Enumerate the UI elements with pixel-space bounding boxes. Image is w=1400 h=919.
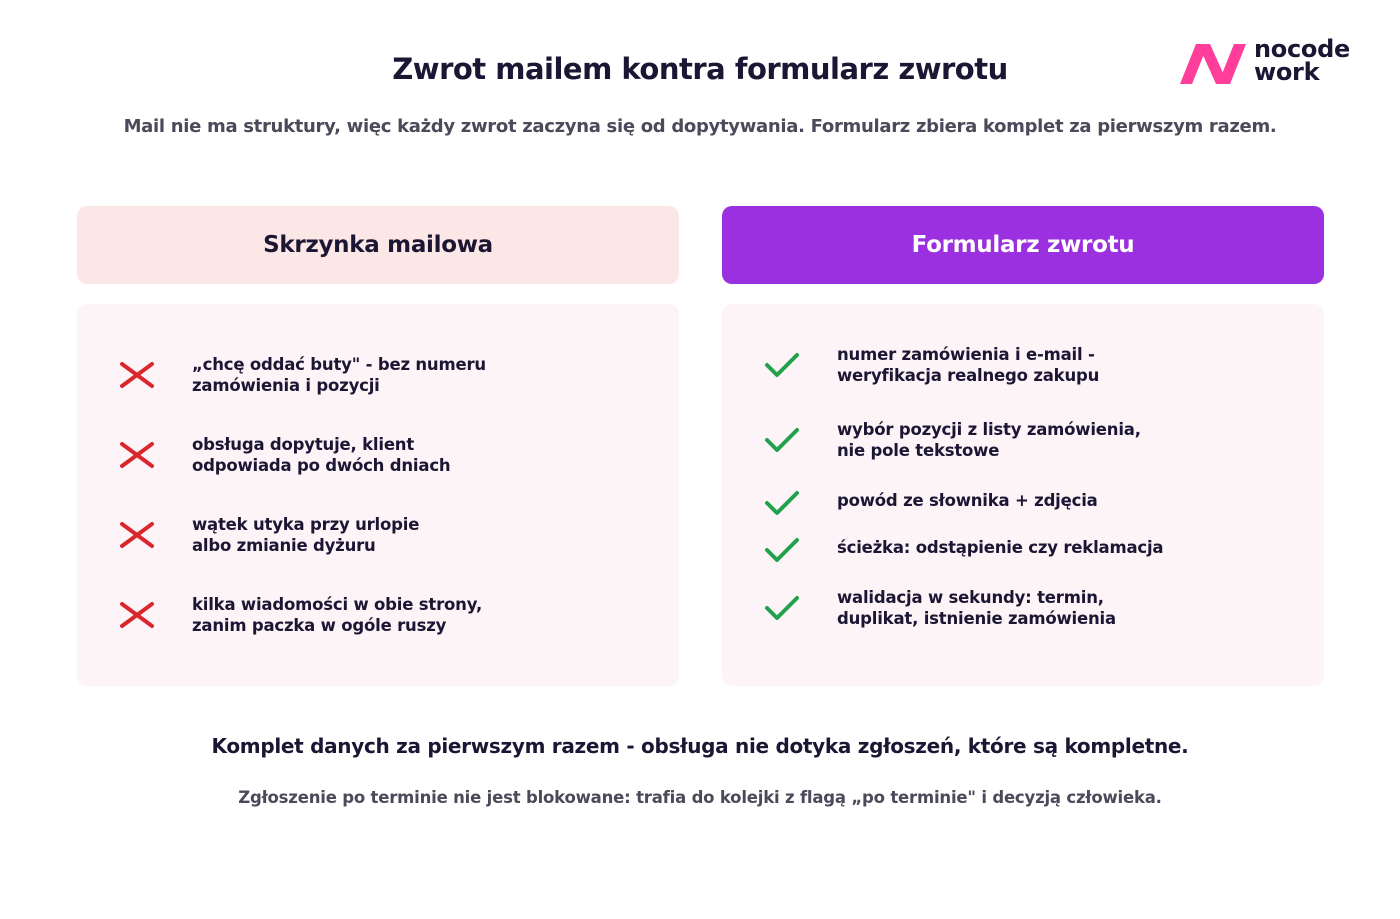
cross-icon: [119, 520, 155, 550]
page-title: Zwrot mailem kontra formularz zwrotu: [392, 52, 1008, 86]
logo-line-2: work: [1254, 58, 1320, 86]
list-item-text: numer zamówienia i e-mail - weryfikacja realnego zakupu: [837, 345, 1100, 385]
list-item-text: wątek utyka przy urlopie albo zmianie dyżuru: [192, 515, 420, 555]
cross-icon: [119, 600, 155, 630]
check-icon: [764, 350, 800, 380]
cross-icon: [119, 360, 155, 390]
form-column-heading: Formularz zwrotu: [722, 206, 1324, 284]
check-icon: [764, 425, 800, 455]
list-item-text: kilka wiadomości w obie strony, zanim paczka w ogóle ruszy: [192, 595, 483, 635]
mailbox-panel: [77, 304, 679, 686]
check-icon: [764, 488, 800, 518]
mailbox-column-heading: Skrzynka mailowa: [77, 206, 679, 284]
list-item-text: wybór pozycji z listy zamówienia, nie pole tekstowe: [837, 420, 1141, 460]
footnote-text: Zgłoszenie po terminie nie jest blokowane: trafia do kolejki z flagą „po terminie" i decyzją człowieka.: [238, 788, 1162, 807]
conclusion-text: Komplet danych za pierwszym razem - obsługa nie dotyka zgłoszeń, które są kompletne.: [211, 734, 1189, 758]
list-item-text: walidacja w sekundy: termin, duplikat, istnienie zamówienia: [837, 588, 1116, 628]
cross-icon: [119, 440, 155, 470]
page-subtitle: Mail nie ma struktury, więc każdy zwrot zaczyna się od dopytywania. Formularz zbiera komplet za pierwszym razem.: [123, 116, 1277, 137]
check-icon: [764, 593, 800, 623]
check-icon: [764, 535, 800, 565]
form-panel: [722, 304, 1324, 686]
list-item-text: „chcę oddać buty" - bez numeru zamówienia i pozycji: [192, 355, 486, 395]
logo-wordmark: [1254, 35, 1350, 86]
list-item-text: ścieżka: odstąpienie czy reklamacja: [837, 538, 1164, 557]
logo-line-1: nocode: [1254, 35, 1350, 63]
list-item-text: powód ze słownika + zdjęcia: [837, 491, 1098, 510]
nocode-work-logo: [1178, 35, 1368, 88]
logo-mark-icon: [1178, 40, 1248, 84]
list-item-text: obsługa dopytuje, klient odpowiada po dwóch dniach: [192, 435, 451, 475]
